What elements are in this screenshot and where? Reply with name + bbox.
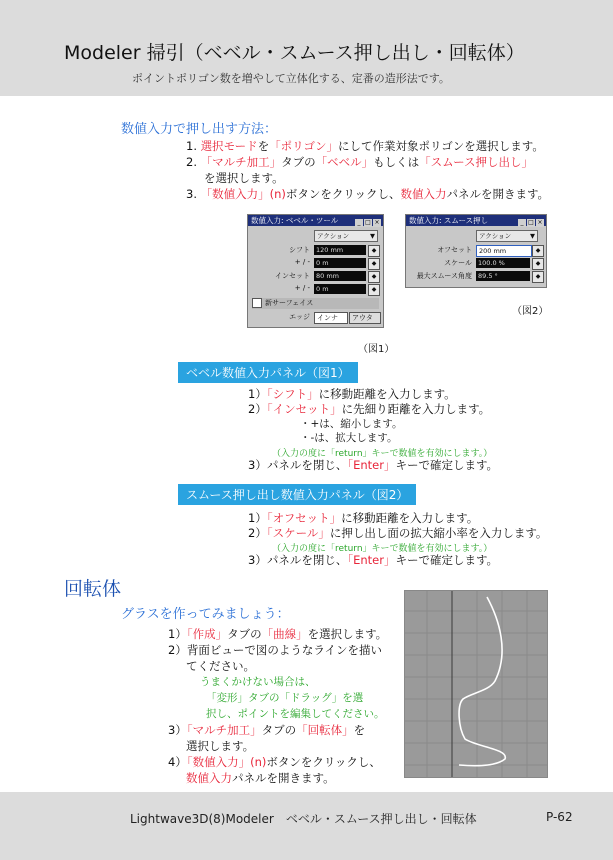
shift-arrow-icon[interactable]: ◆ — [368, 245, 380, 257]
text-run: 選択モード — [200, 139, 258, 153]
bevel-row-inset-pm — [248, 284, 383, 295]
shift-pm-field[interactable]: 0 m — [314, 258, 366, 268]
maximize-button[interactable]: □ — [528, 219, 534, 226]
bevel-row-shift — [248, 245, 383, 256]
bevel-bullet-plus: ・+は、縮小します。 — [300, 418, 403, 430]
text-run: 「回転体」 — [296, 723, 354, 737]
smooth-step-3 — [248, 552, 498, 568]
text-run: 数値入力 — [400, 187, 447, 201]
bevel-panel-titlebar — [248, 215, 383, 226]
minimize-button[interactable]: _ — [355, 219, 363, 227]
maxangle-field[interactable]: 89.5 ° — [476, 271, 530, 281]
edge-row — [248, 312, 383, 323]
steps-list — [186, 138, 549, 202]
offset-label: オフセット — [437, 246, 472, 254]
text-run: 「スムース押し出し」 — [419, 155, 533, 169]
smooth-panel-title: 数値入力: スムース押し — [409, 216, 489, 225]
inset-pm-arrow-icon[interactable]: ◆ — [368, 284, 380, 296]
lathe-step-4-cont — [168, 770, 387, 786]
text-run: ボタンをクリックし、 — [266, 755, 381, 769]
fig1-caption: （図1） — [358, 344, 395, 355]
text-run: てください。 — [186, 659, 255, 673]
text-run: 「数値入力」(n) — [200, 187, 286, 201]
text-run: 1） — [248, 387, 267, 401]
text-run: ボタンをクリックし、 — [285, 187, 401, 201]
bevel-row-inset — [248, 271, 383, 282]
lathe-tip-2: 「変形」タブの「ドラッグ」を選 — [206, 692, 364, 704]
inset-pm-label: + / - — [294, 284, 310, 292]
edge-outer-button[interactable]: アウタ — [349, 312, 381, 324]
text-run: もしくは — [373, 155, 420, 169]
maximize-button[interactable]: □ — [365, 219, 371, 226]
text-run: 「Enter」 — [347, 553, 396, 567]
newsurface-row[interactable] — [252, 298, 379, 309]
bevel-panel — [247, 214, 384, 328]
lathe-tip-1: うまくかけない場合は、 — [200, 676, 316, 688]
text-run: 「数値入力」(n) — [186, 755, 267, 769]
smooth-panel-titlebar — [406, 215, 546, 226]
newsurface-label: 新サーフェイス — [265, 299, 314, 307]
text-run: 選択します。 — [186, 739, 255, 753]
text-run: キーで確定します。 — [395, 458, 499, 472]
text-run: 「インセット」 — [266, 402, 342, 416]
text-run: にして作業対象ポリゴンを選択します。 — [337, 139, 544, 153]
edge-label: エッジ — [289, 313, 310, 321]
text-run: 「シフト」 — [266, 387, 319, 401]
text-run: 「スケール」 — [266, 526, 330, 540]
text-run: 3） — [168, 723, 187, 737]
shift-pm-label: + / - — [294, 258, 310, 266]
maxangle-arrow-icon[interactable]: ◆ — [532, 271, 544, 283]
text-run: を — [257, 139, 270, 153]
text-run: 「ポリゴン」 — [269, 139, 338, 153]
footer-text: Lightwave3D(8)Modeler ベベル・スムース押し出し・回転体 — [130, 812, 477, 826]
bevel-step-1 — [248, 386, 456, 402]
offset-field[interactable]: 200 mm — [476, 245, 532, 257]
text-run: 「ベベル」 — [315, 155, 374, 169]
step-2 — [186, 154, 549, 170]
close-button[interactable]: × — [374, 219, 380, 226]
glass-curve — [459, 597, 505, 766]
text-run: 3）パネルを閉じ、 — [248, 553, 348, 567]
glass-profile-drawing — [405, 591, 547, 777]
text-run: 1） — [248, 511, 267, 525]
shift-pm-arrow-icon[interactable]: ◆ — [368, 258, 380, 270]
text-run: に先細り距離を入力します。 — [341, 402, 491, 416]
bevel-action-select[interactable]: アクション ▼ — [314, 230, 378, 242]
step-3 — [186, 186, 549, 202]
text-run: を選択します。 — [204, 171, 284, 185]
text-run: に移動距離を入力します。 — [318, 387, 456, 401]
lathe-step-2 — [168, 642, 387, 658]
text-run: タブの — [281, 155, 316, 169]
smooth-panel — [405, 214, 547, 288]
text-run: 「Enter」 — [347, 458, 396, 472]
bevel-row-shift-pm — [248, 258, 383, 269]
text-run: 「オフセット」 — [266, 511, 342, 525]
text-run: に移動距離を入力します。 — [341, 511, 479, 525]
text-run: に押し出し面の拡大縮小率を入力します。 — [329, 526, 548, 540]
text-run: を — [353, 723, 366, 737]
smooth-banner: スムース押し出し数値入力パネル（図2） — [178, 484, 416, 505]
step-1 — [186, 138, 549, 154]
inset-arrow-icon[interactable]: ◆ — [368, 271, 380, 283]
step-2-cont — [186, 170, 549, 186]
text-run: パネルを開きます。 — [446, 187, 550, 201]
close-button[interactable]: × — [537, 219, 543, 226]
scale-label: スケール — [444, 259, 472, 267]
inset-pm-field[interactable]: 0 m — [314, 284, 366, 294]
text-run: 1） — [168, 627, 187, 641]
text-run: 「マルチ加工」 — [200, 155, 282, 169]
lathe-step-1 — [168, 626, 387, 642]
viewport-grid — [405, 591, 547, 777]
text-run: タブの — [227, 627, 262, 641]
text-run: を選択します。 — [307, 627, 388, 641]
smooth-step-1 — [248, 510, 478, 526]
scale-row — [406, 258, 546, 269]
section-heading-numeric: 数値入力で押し出す方法： — [121, 122, 278, 137]
scale-field[interactable]: 100.0 % — [476, 258, 530, 268]
text-run: 「曲線」 — [261, 627, 308, 641]
lathe-step-3 — [168, 722, 387, 738]
lathe-heading: グラスを作ってみましょう： — [121, 607, 290, 622]
lathe-step-3-cont — [168, 738, 387, 754]
step-number: 1. — [186, 139, 201, 153]
maxangle-row — [406, 271, 546, 282]
bevel-bullet-minus: ・-は、拡大します。 — [300, 432, 398, 444]
step-number: 2. — [186, 155, 201, 169]
offset-row — [406, 245, 546, 256]
fig2-caption: （図2） — [512, 306, 549, 317]
smooth-action-select[interactable]: アクション ▼ — [476, 230, 538, 242]
text-run: パネルを開きます。 — [232, 771, 335, 785]
text-run: 2） — [248, 526, 267, 540]
text-run: 「マルチ加工」 — [186, 723, 262, 737]
text-run: 4） — [168, 755, 187, 769]
page-subtitle: ポイントポリゴン数を増やして立体化する、定番の造形法です。 — [132, 72, 450, 85]
minimize-button[interactable]: _ — [518, 219, 526, 227]
scale-arrow-icon[interactable]: ◆ — [532, 258, 544, 270]
text-run: 2）背面ビューで図のようなラインを描い — [168, 643, 382, 657]
lathe-tip-3: 択し、ポイントを編集してください。 — [206, 708, 385, 720]
bevel-banner: ベベル数値入力パネル（図1） — [178, 362, 358, 383]
text-run: 3）パネルを閉じ、 — [248, 458, 348, 472]
bevel-step-3 — [248, 457, 498, 473]
shift-field[interactable]: 120 mm — [314, 245, 366, 255]
page-title: Modeler 掃引（ベベル・スムース押し出し・回転体） — [64, 42, 525, 64]
shift-label: シフト — [289, 246, 310, 254]
inset-field[interactable]: 80 mm — [314, 271, 366, 281]
maxangle-label: 最大スムース角度 — [416, 272, 472, 280]
text-run: 数値入力 — [186, 771, 232, 785]
inset-label: インセット — [275, 272, 310, 280]
step-number: 3. — [186, 187, 201, 201]
offset-arrow-icon[interactable]: ◆ — [532, 245, 544, 257]
bevel-step-2 — [248, 401, 490, 417]
smooth-step-2 — [248, 525, 547, 541]
text-run: キーで確定します。 — [395, 553, 499, 567]
bevel-panel-title: 数値入力: ベベル・ツール — [251, 216, 339, 225]
lathe-step-2-cont — [168, 658, 387, 674]
text-run: 「作成」 — [186, 627, 228, 641]
lathe-title: 回転体 — [64, 578, 122, 600]
text-run: 2） — [248, 402, 267, 416]
lathe-step-4 — [168, 754, 387, 770]
edge-inner-button[interactable]: インナ — [314, 312, 348, 324]
text-run: タブの — [261, 723, 297, 737]
lathe-steps — [168, 626, 387, 786]
bevel-note: （入力の度に「return」キーで数値を有効にします。） — [272, 449, 493, 459]
backview-viewport — [404, 590, 548, 778]
smooth-note: （入力の度に「return」キーで数値を有効にします。） — [272, 544, 493, 554]
page-number: P-62 — [546, 810, 573, 824]
newsurface-checkbox[interactable] — [252, 298, 262, 308]
